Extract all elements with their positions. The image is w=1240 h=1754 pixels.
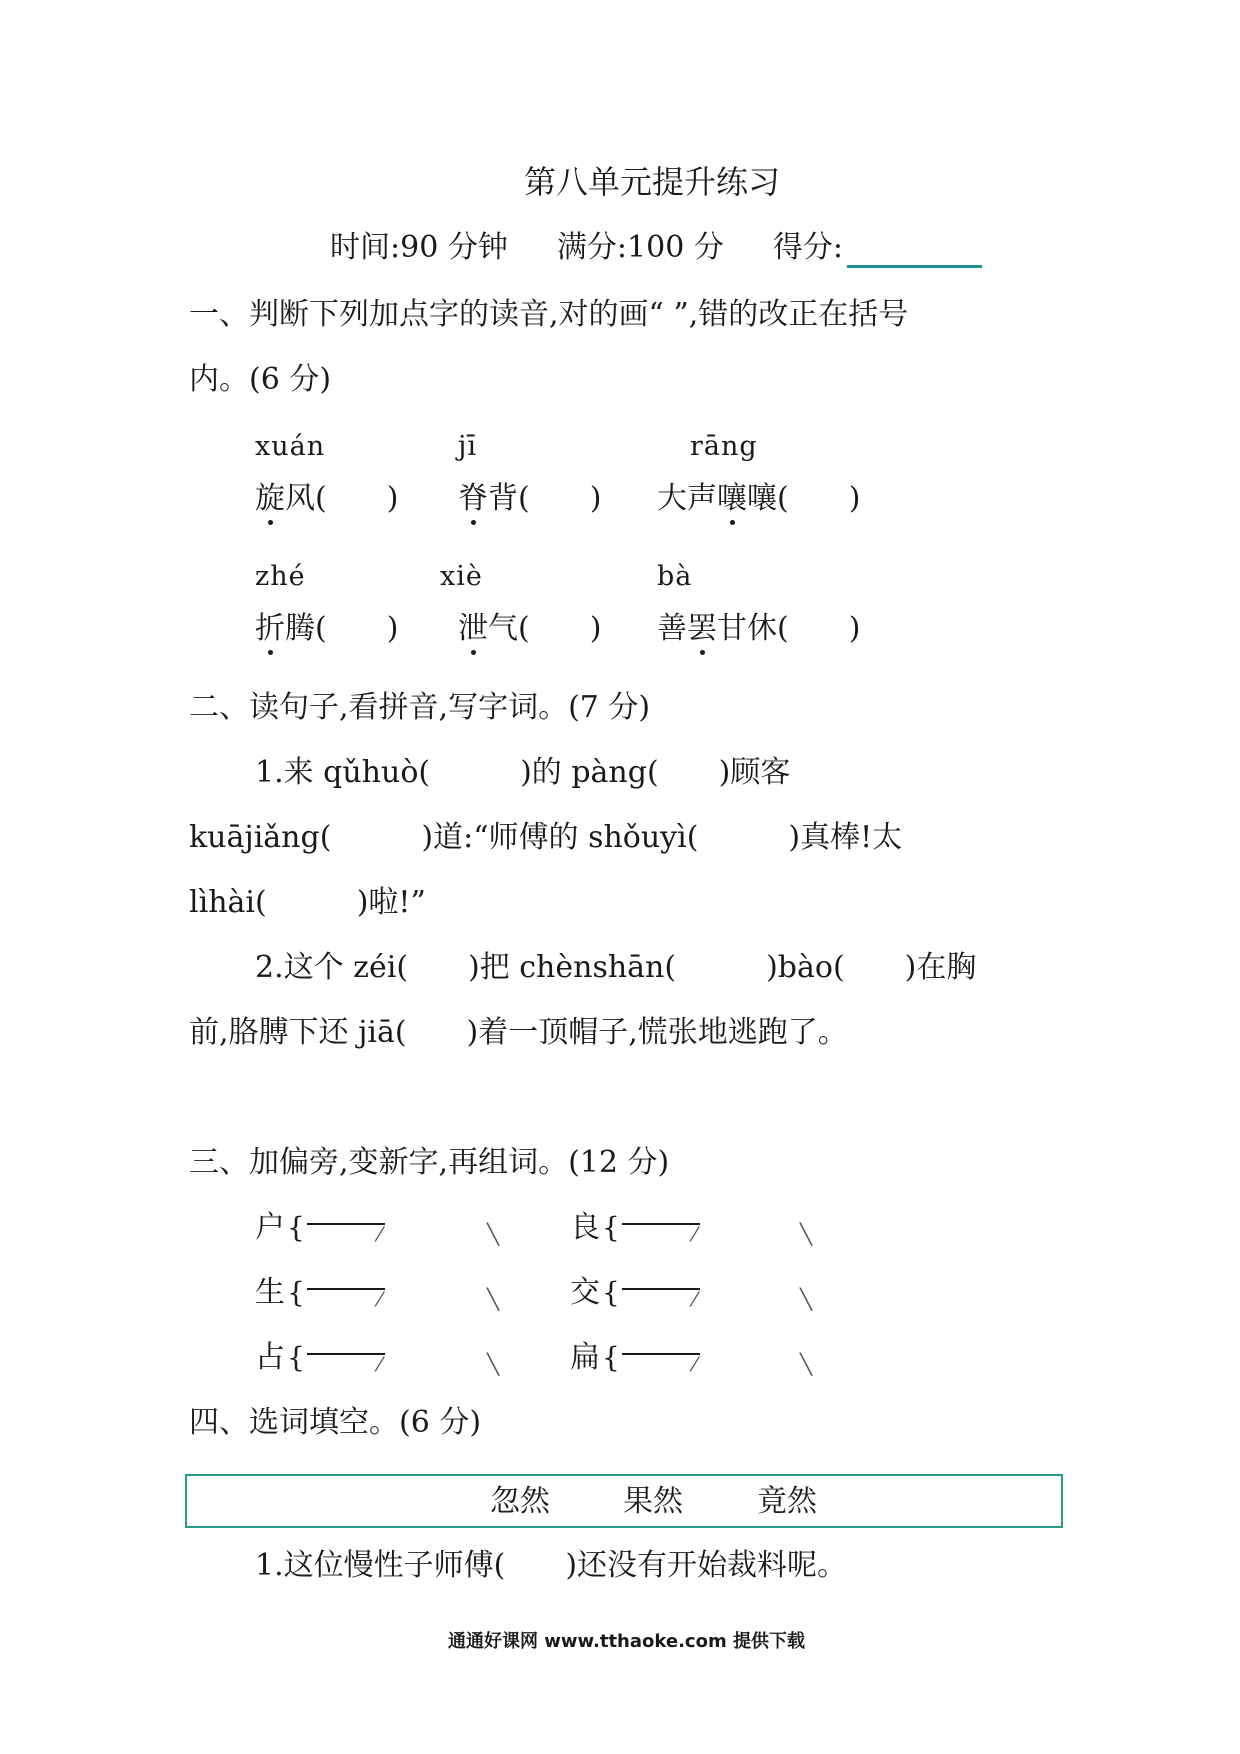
dotted-char: 嚷	[717, 479, 747, 519]
score-blank[interactable]	[847, 235, 982, 268]
base-char: 占	[255, 1340, 285, 1375]
answer-line	[622, 1223, 700, 1225]
footer-credit: 通通好课网 www.tthaoke.com 提供下载	[448, 1631, 805, 1652]
s2-line: lìhài( )啦!”	[189, 885, 426, 920]
answer-line	[622, 1353, 700, 1355]
s1-item: 旋风( )	[255, 479, 398, 519]
answer-line	[307, 1288, 385, 1290]
s3-row: 占{	[255, 1338, 385, 1378]
answer-line	[307, 1353, 385, 1355]
word-option: 果然	[623, 1484, 683, 1519]
tick-mark: ⁄	[378, 1352, 382, 1376]
tick-mark: ╲	[800, 1352, 813, 1376]
s4-question: 1.这位慢性子师傅( )还没有开始裁料呢。	[255, 1548, 848, 1583]
tick-mark: ╲	[487, 1222, 500, 1246]
dotted-char: 脊	[458, 479, 488, 519]
s1-pinyin: xiè	[440, 561, 483, 592]
s1-item: 折腾( )	[255, 609, 398, 649]
s2-line: 1.来 qǔhuò( )的 pàng( )顾客	[255, 755, 791, 790]
tick-mark: ╲	[800, 1287, 813, 1311]
s1-item: 泄气( )	[458, 609, 601, 649]
answer-line	[622, 1288, 700, 1290]
base-char: 交	[570, 1275, 600, 1310]
s3-row: 户{	[255, 1208, 385, 1248]
dotted-char: 折	[255, 609, 285, 649]
base-char: 良	[570, 1210, 600, 1245]
word-bank	[185, 1474, 1063, 1528]
tick-mark: ⁄	[378, 1287, 382, 1311]
s1-pinyin: bà	[657, 561, 693, 592]
dotted-char: 罢	[687, 609, 717, 649]
tick-mark: ⁄	[693, 1222, 697, 1246]
s1-item: 大声嚷嚷( )	[657, 479, 860, 519]
page-title: 第八单元提升练习	[524, 163, 781, 201]
dotted-char: 旋	[255, 479, 285, 519]
s1-pinyin: zhé	[255, 561, 306, 592]
s1-heading-line2: 内。(6 分)	[189, 362, 332, 397]
dotted-char: 泄	[458, 609, 488, 649]
score-label: 得分:	[772, 230, 844, 265]
s2-line: 2.这个 zéi( )把 chènshān( )bào( )在胸	[255, 950, 977, 985]
s4-heading: 四、选词填空。(6 分)	[189, 1405, 482, 1440]
s3-heading: 三、加偏旁,变新字,再组词。(12 分)	[189, 1145, 670, 1180]
s3-row: 扁{	[570, 1338, 700, 1378]
s1-heading-line1: 一、判断下列加点字的读音,对的画“ ”,错的改正在括号	[189, 297, 909, 332]
word-option: 忽然	[490, 1484, 550, 1519]
s2-heading: 二、读句子,看拼音,写字词。(7 分)	[189, 690, 651, 725]
base-char: 扁	[570, 1340, 600, 1375]
s3-row: 交{	[570, 1273, 700, 1313]
s3-row: 生{	[255, 1273, 385, 1313]
s1-item: 善罢甘休( )	[657, 609, 860, 649]
tick-mark: ⁄	[693, 1352, 697, 1376]
tick-mark: ⁄	[378, 1222, 382, 1246]
tick-mark: ⁄	[693, 1287, 697, 1311]
s1-pinyin: xuán	[255, 431, 326, 462]
full-score: 满分:100 分	[556, 230, 724, 265]
s1-item: 脊背( )	[458, 479, 601, 519]
tick-mark: ╲	[487, 1287, 500, 1311]
tick-mark: ╲	[487, 1352, 500, 1376]
base-char: 生	[255, 1275, 285, 1310]
tick-mark: ╲	[800, 1222, 813, 1246]
s3-row: 良{	[570, 1208, 700, 1248]
s1-pinyin: rāng	[690, 431, 758, 462]
s1-pinyin: jī	[458, 431, 478, 462]
time-limit: 时间:90 分钟	[330, 230, 508, 265]
answer-line	[307, 1223, 385, 1225]
s2-line: kuājiǎng( )道:“师傅的 shǒuyì( )真棒!太	[189, 820, 903, 855]
info-line	[330, 228, 982, 268]
base-char: 户	[255, 1210, 285, 1245]
word-option: 竟然	[757, 1484, 817, 1519]
s2-line: 前,胳膊下还 jiā( )着一顶帽子,慌张地逃跑了。	[189, 1015, 848, 1050]
